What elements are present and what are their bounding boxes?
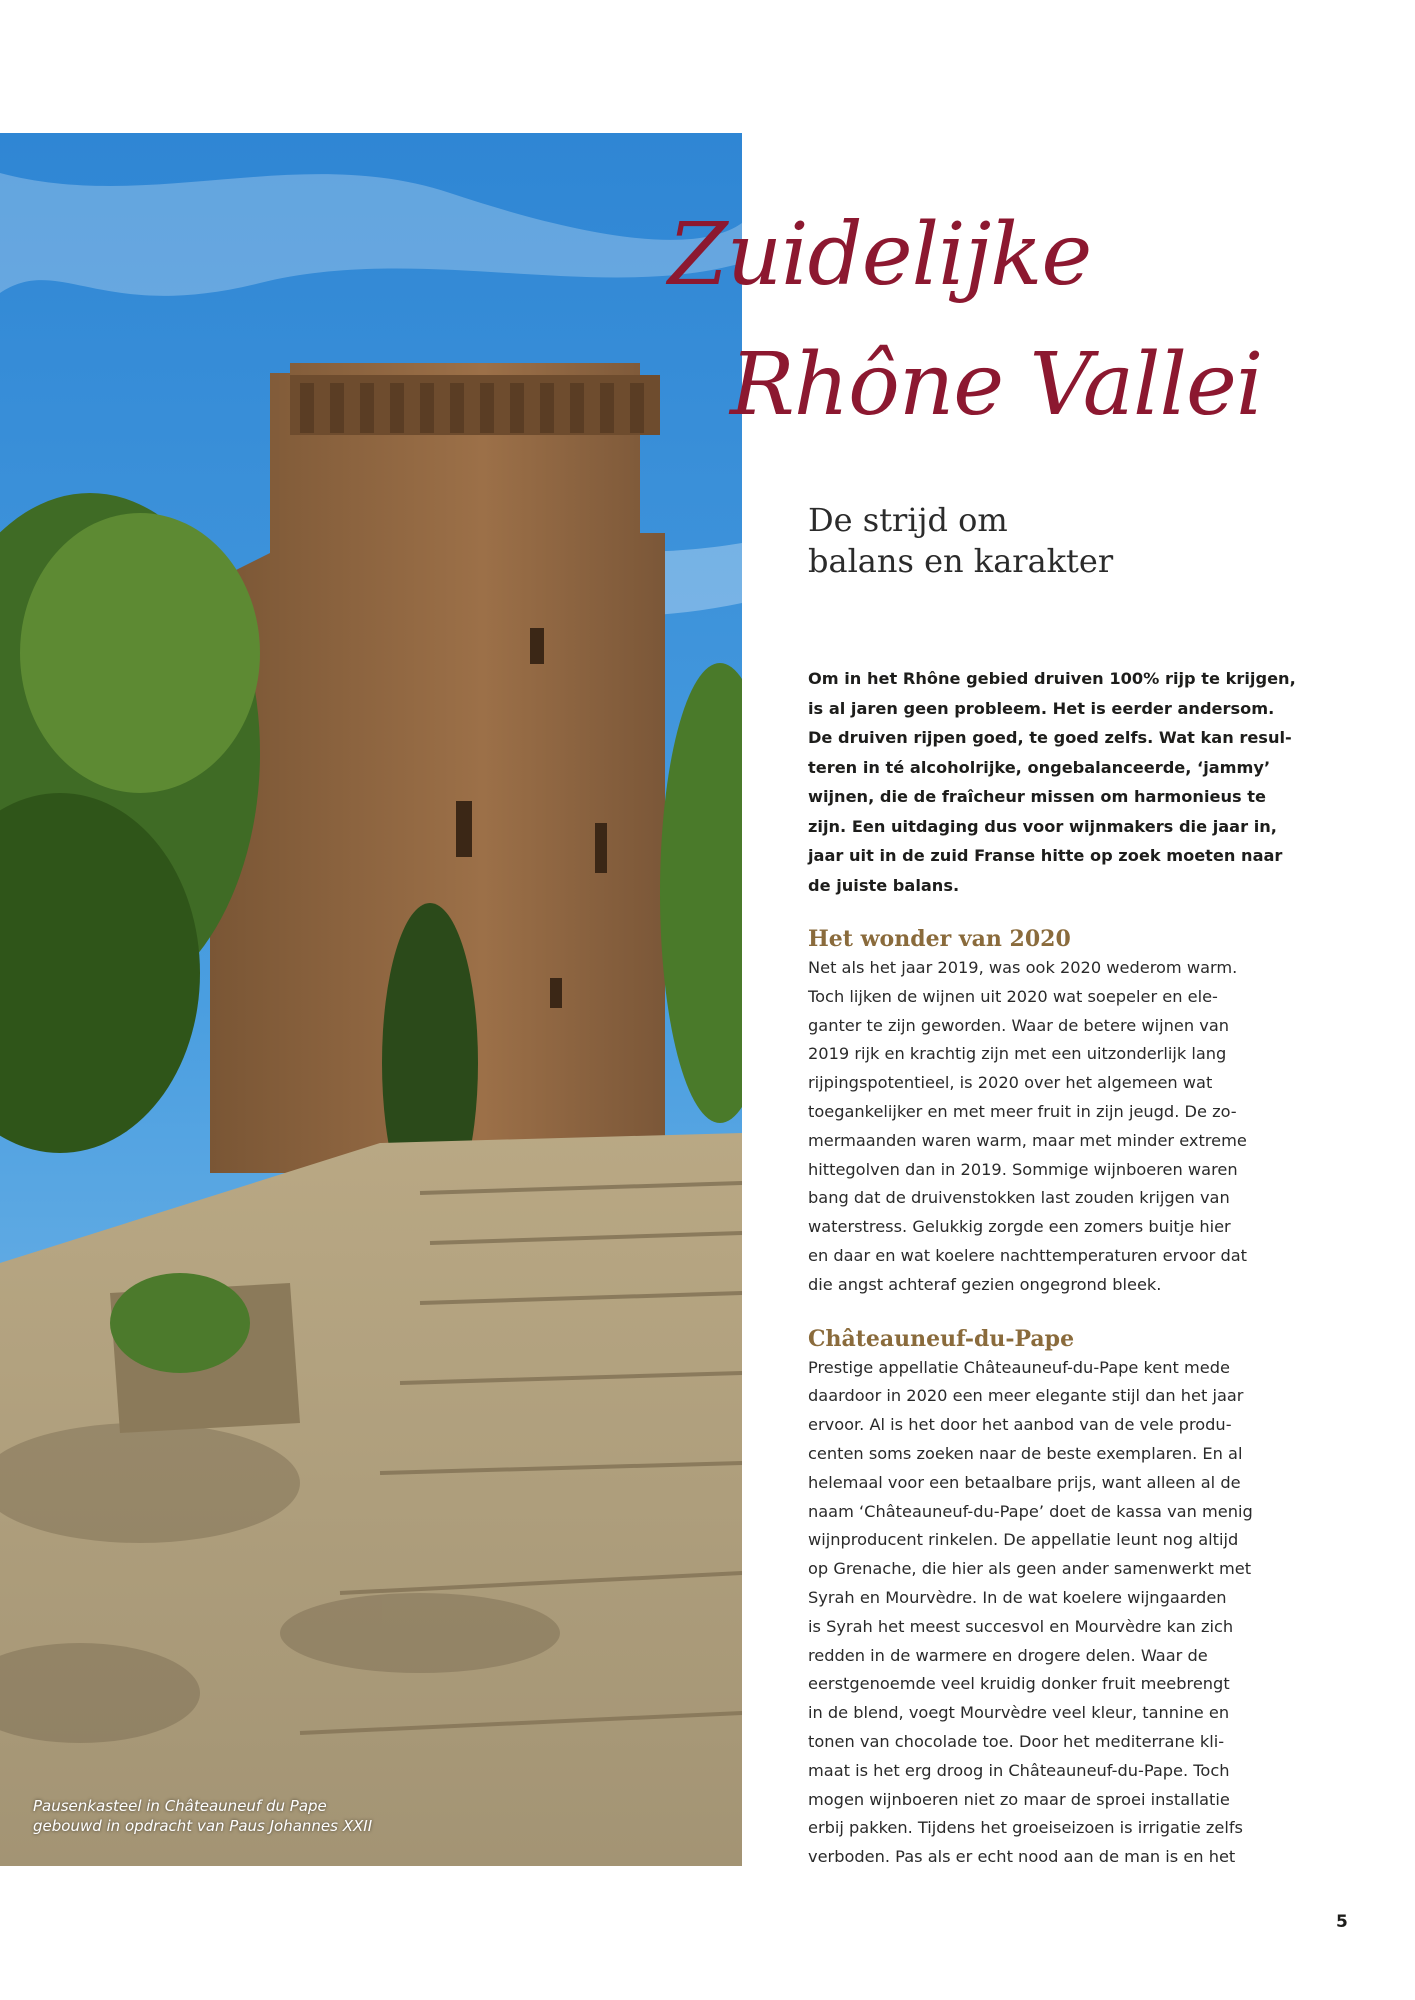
body-line: bang dat de druivenstokken last zouden krijgen van [808,1188,1230,1208]
intro-line: Om in het Rhône gebied druiven 100% rijp te krijgen, [808,669,1296,688]
intro-paragraph [808,664,1296,900]
intro-line: de juiste balans. [808,875,960,895]
body-line: maat is het erg droog in Châteauneuf-du-Pape. Toch [808,1760,1230,1780]
body-line: op Grenache, die hier als geen ander samenwerkt met [808,1559,1252,1579]
castle-photo-illustration [0,133,742,1866]
body-line: en daar en wat koelere nachttemperaturen ervoor dat [808,1245,1247,1265]
body-line: hittegolven dan in 2019. Sommige wijnboeren waren [808,1159,1238,1179]
body-line: ervoor. Al is het door het aanbod van de vele produ- [808,1415,1232,1435]
body-line: in de blend, voegt Mourvèdre veel kleur, tannine en [808,1703,1230,1723]
body-line: rijpingspotentieel, is 2020 over het algemeen wat [808,1073,1213,1093]
body-line: is Syrah het meest succesvol en Mourvèdre kan zich [808,1616,1234,1636]
section-paragraph-chateauneuf [808,1354,1284,1872]
section-paragraph-wonder-2020 [808,954,1284,1300]
body-line: redden in de warmere en drogere delen. Waar de [808,1645,1208,1665]
section-heading-wonder-2020: Het wonder van 2020 [808,926,1071,952]
body-line: erbij pakken. Tijdens het groeiseizoen is irrigatie zelfs [808,1818,1243,1838]
article-body [808,664,1296,1872]
intro-line: jaar uit in de zuid Franse hitte op zoek moeten naar [808,846,1283,865]
castle-photo [0,133,742,1866]
body-line: Net als het jaar 2019, was ook 2020 wederom warm. [808,958,1238,977]
intro-line: teren in té alcoholrijke, ongebalanceerde, ‘jammy’ [808,757,1271,777]
body-line: naam ‘Châteauneuf-du-Pape’ doet de kassa van menig [808,1501,1253,1521]
photo-caption-line: Pausenkasteel in Châteauneuf du Pape [33,1797,327,1815]
page-subtitle [808,500,1328,582]
body-line: mermaanden waren warm, maar met minder extreme [808,1130,1247,1150]
body-line: waterstress. Gelukkig zorgde een zomers buitje hier [808,1217,1231,1237]
intro-line: is al jaren geen probleem. Het is eerder andersom. [808,698,1275,718]
body-line: toegankelijker en met meer fruit in zijn jeugd. De zo- [808,1101,1237,1121]
intro-line: zijn. Een uitdaging dus voor wijnmakers die jaar in, [808,816,1277,836]
photo-caption [33,1796,453,1836]
body-line: Syrah en Mourvèdre. In de wat koelere wijngaarden [808,1587,1227,1607]
body-line: centen soms zoeken naar de beste exemplaren. En al [808,1443,1243,1463]
page-subtitle-line: balans en karakter [808,542,1114,580]
body-line: verboden. Pas als er echt nood aan de man is en het [808,1847,1236,1867]
body-line: ganter te zijn geworden. Waar de betere wijnen van [808,1015,1229,1035]
page-subtitle-line: De strijd om [808,501,1008,539]
intro-line: De druiven rijpen goed, te goed zelfs. Wat kan resul- [808,728,1292,747]
intro-line: wijnen, die de fraîcheur missen om harmonieus te [808,787,1266,806]
page-title [650,200,1370,490]
page-title-line: Zuidelijke [668,205,1092,305]
body-line: Toch lijken de wijnen uit 2020 wat soepeler en ele- [808,986,1218,1006]
body-line: mogen wijnboeren niet zo maar de sproei installatie [808,1789,1230,1809]
body-line: wijnproducent rinkelen. De appellatie leunt nog altijd [808,1530,1239,1550]
body-line: die angst achteraf gezien ongegrond bleek. [808,1274,1162,1294]
body-line: Prestige appellatie Châteauneuf-du-Pape kent mede [808,1357,1230,1377]
photo-caption-line: gebouwd in opdracht van Paus Johannes XXII [33,1817,373,1835]
body-line: eerstgenoemde veel kruidig donker fruit meebrengt [808,1674,1230,1694]
page-title-line: Rhône Vallei [730,335,1263,435]
body-line: tonen van chocolade toe. Door het mediterrane kli- [808,1731,1225,1751]
body-line: daardoor in 2020 een meer elegante stijl dan het jaar [808,1386,1244,1406]
section-heading-chateauneuf: Châteauneuf-du-Pape [808,1325,1075,1352]
page-number: 5 [1336,1912,1348,1932]
body-line: 2019 rijk en krachtig zijn met een uitzonderlijk lang [808,1044,1227,1064]
body-line: helemaal voor een betaalbare prijs, want alleen al de [808,1472,1241,1492]
